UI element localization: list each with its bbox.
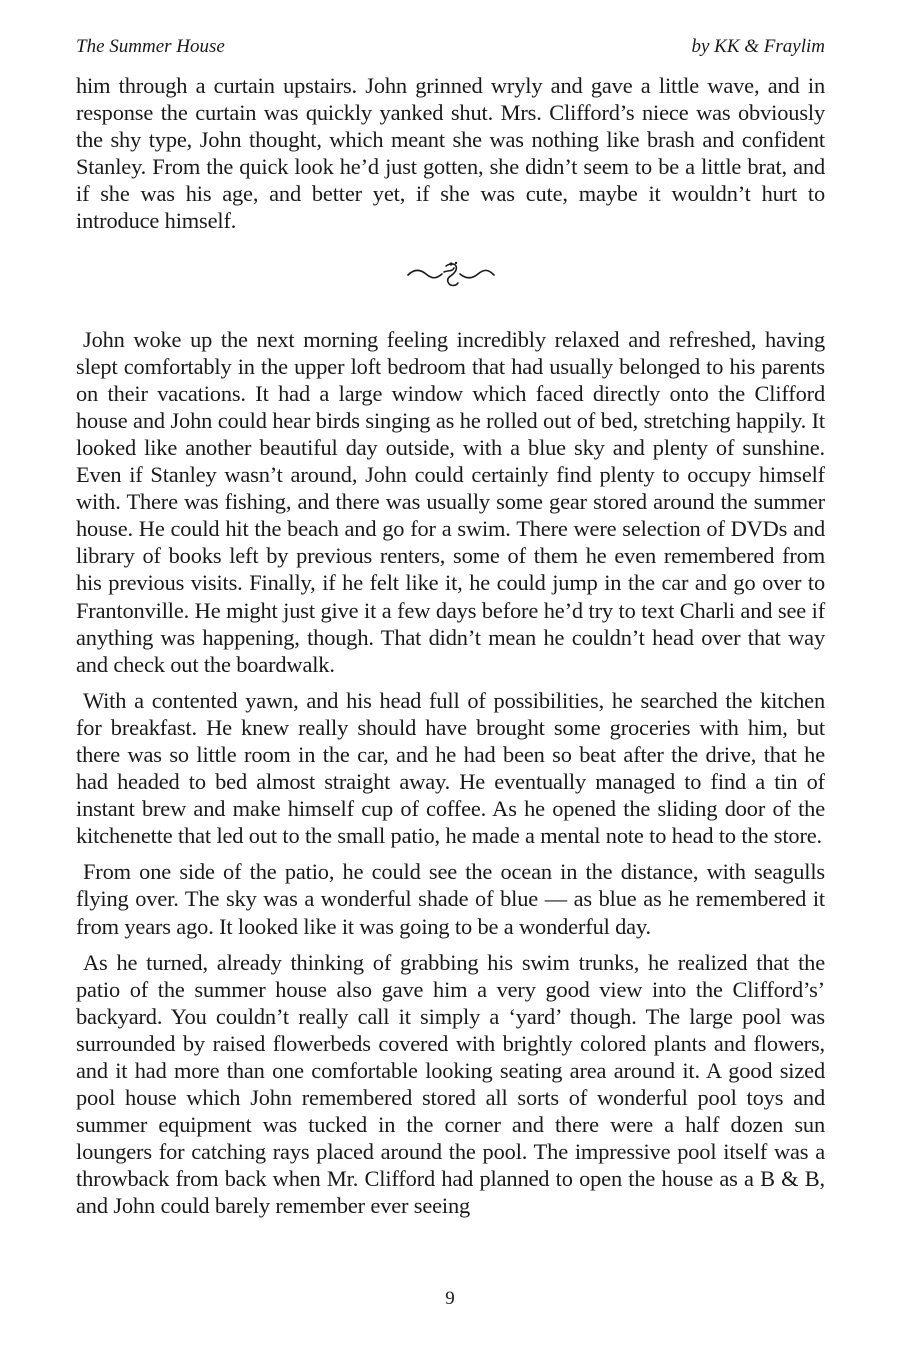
paragraph-continuation: him through a curtain upstairs. John grinned wryly and gave a little wave, and in response the curtain was quickly yanked shut. Mrs. Clifford’s niece was obviously the shy type, John thought, which meant she was nothing like brash and confident Stanley. From the quick look he’d just gotten, she didn’t seem to be a little brat, and if she was his age, and better yet, if she was cute, maybe it wouldn’t hurt to introduce himself. xyxy=(76,73,825,234)
paragraph: With a contented yawn, and his head full of possibilities, he searched the kitchen for breakfast. He knew really should have brought some groceries with him, but there was so little room in the car, and he had been so beat after the drive, that he had headed to bed almost straight away. He eventually managed to find a tin of instant brew and make himself cup of coffee. As he opened the sliding door of the kitchenette that led out to the small patio, he made a mental note to head to the store. xyxy=(76,687,825,849)
page-number: 9 xyxy=(445,1288,455,1309)
running-header xyxy=(76,36,825,62)
ornamental-flourish-icon xyxy=(406,258,496,292)
paragraph: John woke up the next morning feeling incredibly relaxed and refreshed, having slept comfortably in the upper loft bedroom that had usually belonged to his parents on their vacations. It had a large window which faced directly onto the Clifford house and John could hear birds singing as he rolled out of bed, stretching happily. It looked like another beautiful day outside, with a blue sky and plenty of sunshine. Even if Stanley wasn’t around, John could certainly find plenty to occupy himself with. There was fishing, and there was usually some gear stored around the summer house. He could hit the beach and go for a swim. There were selection of DVDs and library of books left by previous renters, some of them he even remembered from his previous visits. Finally, if he felt like it, he could jump in the car and go over to Frantonville. He might just give it a few days before he’d try to text Charli and see if anything was happening, though. That didn’t mean he couldn’t head over that way and check out the boardwalk. xyxy=(76,326,825,677)
paragraph: As he turned, already thinking of grabbing his swim trunks, he realized that the patio of the summer house also gave him a very good view into the Clifford’s’ backyard. You couldn’t really call it simply a ‘yard’ though. The large pool was surrounded by raised flowerbeds covered with brightly colored plants and flowers, and it had more than one comfortable looking seating area around it. A good sized pool house which John remembered stored all sorts of wonderful pool toys and summer equipment was tucked in the corner and there were a half dozen sun loungers for catching rays placed around the pool. The impressive pool itself was a throwback from back when Mr. Clifford had planned to open the house as a B & B, and John could barely remember ever seeing xyxy=(76,949,825,1219)
scene-break xyxy=(76,244,825,322)
body-text xyxy=(76,72,825,1229)
book-author: by KK & Fraylim xyxy=(691,36,825,57)
paragraph: From one side of the patio, he could see the ocean in the distance, with seagulls flying over. The sky was a wonderful shade of blue — as blue as he remembered it from years ago. It looked like it was going to be a wonderful day. xyxy=(76,859,825,939)
book-title: The Summer House xyxy=(76,36,225,57)
